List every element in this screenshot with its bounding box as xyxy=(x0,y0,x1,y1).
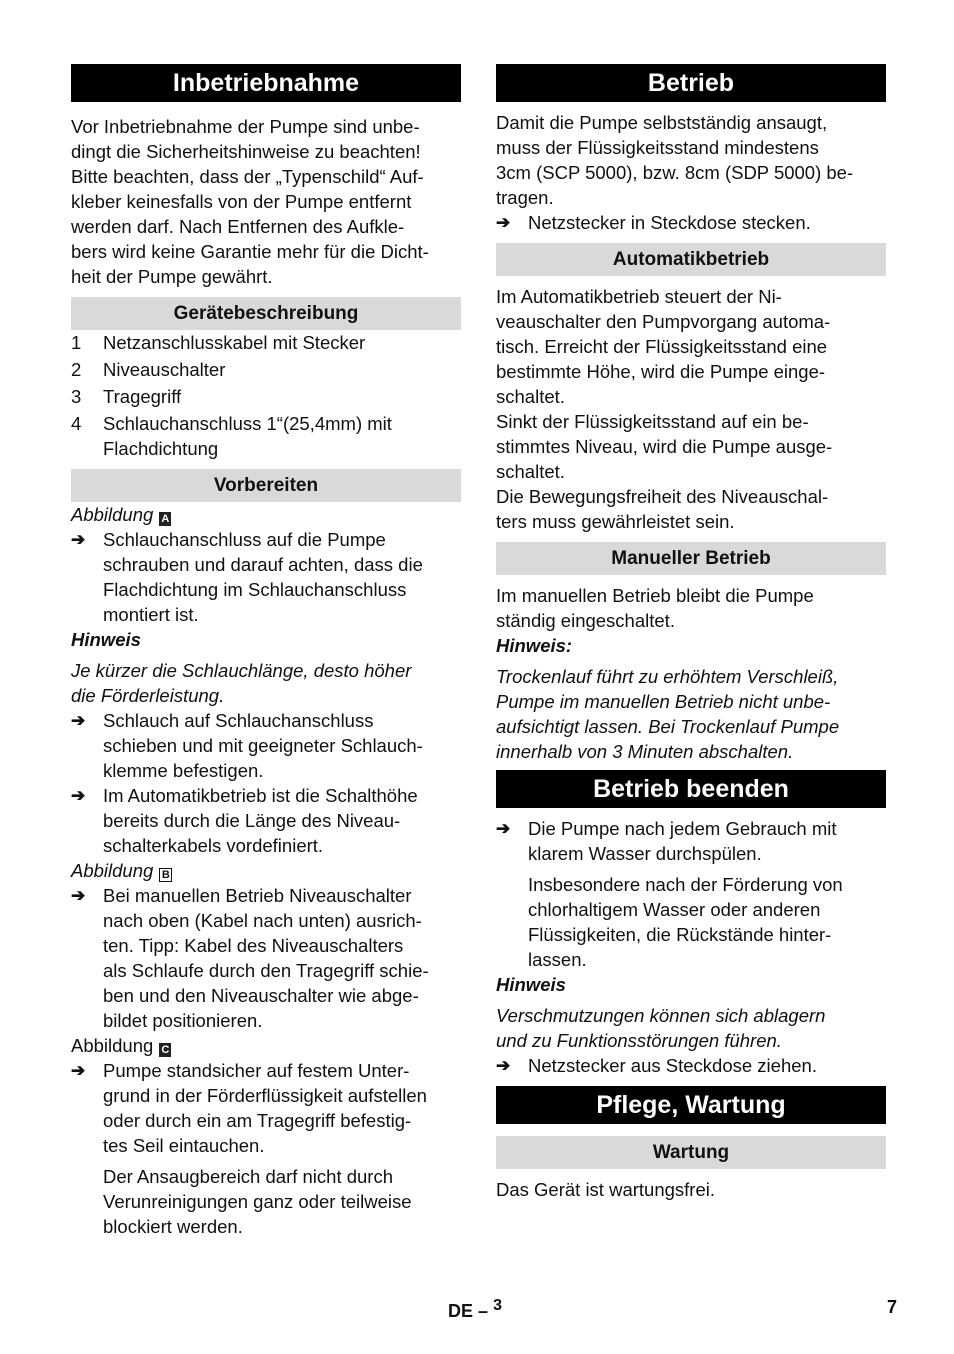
betrieb-text xyxy=(496,110,886,210)
text-line: schieben und mit geeigneter Schlauch- xyxy=(103,735,423,756)
arrow-right-icon: ➔ xyxy=(496,819,511,838)
instruction-step xyxy=(71,1058,461,1158)
item-text: Tragegriff xyxy=(103,386,182,407)
instruction-text xyxy=(103,1058,427,1158)
device-parts-list xyxy=(71,330,461,461)
text-line: oder durch ein am Tragegriff befestig- xyxy=(103,1110,412,1131)
note-title: Hinweis xyxy=(496,974,566,995)
footer-dash: – xyxy=(478,1301,489,1321)
text-line: werden darf. Nach Entfernen des Aufkle- xyxy=(71,216,405,237)
instruction-step xyxy=(71,708,461,783)
instruction-step xyxy=(71,883,461,1033)
instruction-step xyxy=(496,210,886,235)
subsection-title-manueller-betrieb: Manueller Betrieb xyxy=(496,542,886,575)
text-line: tisch. Erreicht der Flüssigkeitsstand eine xyxy=(496,336,828,357)
arrow-right-icon: ➔ xyxy=(71,886,86,905)
text-line: Die Pumpe nach jedem Gebrauch mit xyxy=(528,818,837,839)
figure-reference-b xyxy=(71,858,461,883)
text-line: bestimmte Höhe, wird die Pumpe einge- xyxy=(496,361,826,382)
text-line: schrauben und darauf achten, dass die xyxy=(103,554,423,575)
text-line: bereits durch die Länge des Niveau- xyxy=(103,810,401,831)
text-line: ständig eingeschaltet. xyxy=(496,610,675,631)
instruction-step xyxy=(496,1053,886,1078)
arrow-right-icon: ➔ xyxy=(71,786,86,805)
text-line: Schlauchanschluss auf die Pumpe xyxy=(103,529,386,550)
text-line: stimmtes Niveau, wird die Pumpe ausge- xyxy=(496,436,833,457)
text-line: montiert ist. xyxy=(103,604,199,625)
text-line: und zu Funktionsstörungen führen. xyxy=(496,1030,782,1051)
item-text: Niveauschalter xyxy=(103,359,226,380)
text-line: ben und den Niveauschalter wie abge- xyxy=(103,985,419,1006)
subsection-title-automatikbetrieb: Automatikbetrieb xyxy=(496,243,886,276)
left-column xyxy=(71,64,461,1239)
text-line: schaltet. xyxy=(496,386,565,407)
note-title: Hinweis: xyxy=(496,635,573,656)
inbetriebnahme-text xyxy=(71,114,461,289)
text-line: ters muss gewährleistet sein. xyxy=(496,511,735,532)
text-line: Sinkt der Flüssigkeitsstand auf ein be- xyxy=(496,411,809,432)
text-line: aufsichtigt lassen. Bei Trockenlauf Pumpe xyxy=(496,716,840,737)
text-line: tragen. xyxy=(496,187,554,208)
text-line: grund in der Förderflüssigkeit aufstellen xyxy=(103,1085,427,1106)
instruction-step xyxy=(71,783,461,858)
instruction-continuation xyxy=(496,872,886,972)
text-line: heit der Pumpe gewährt. xyxy=(71,266,273,287)
text-line: Schlauchanschluss 1“(25,4mm) mit xyxy=(103,413,392,434)
text-line: schalterkabels vordefiniert. xyxy=(103,835,324,856)
text-line: Flachdichtung im Schlauchanschluss xyxy=(103,579,407,600)
subsection-title-vorbereiten: Vorbereiten xyxy=(71,469,461,502)
text-line: schaltet. xyxy=(496,461,565,482)
section-title-betrieb-beenden: Betrieb beenden xyxy=(496,770,886,808)
text-line: klemme befestigen. xyxy=(103,760,264,781)
arrow-right-icon: ➔ xyxy=(71,1061,86,1080)
text-line: dingt die Sicherheitshinweise zu beachten! xyxy=(71,141,421,162)
subsection-title-geraetebeschreibung: Gerätebeschreibung xyxy=(71,297,461,330)
text-line: als Schlaufe durch den Tragegriff schie- xyxy=(103,960,429,981)
arrow-right-icon: ➔ xyxy=(496,1056,511,1075)
section-title-inbetriebnahme: Inbetriebnahme xyxy=(71,64,461,102)
right-column xyxy=(496,64,886,1202)
text-line: blockiert werden. xyxy=(103,1216,243,1237)
item-text: Netzanschlusskabel mit Stecker xyxy=(103,332,366,353)
note-text xyxy=(496,1003,886,1053)
instruction-step xyxy=(71,527,461,627)
item-text xyxy=(103,411,392,461)
list-item xyxy=(71,330,461,355)
text-line: Pumpe im manuellen Betrieb nicht unbe- xyxy=(496,691,831,712)
text-line: veauschalter den Pumpvorgang automa- xyxy=(496,311,831,332)
text-line: muss der Flüssigkeitsstand mindestens xyxy=(496,137,819,158)
figure-reference-a xyxy=(71,502,461,527)
text-line: Flachdichtung xyxy=(103,438,219,459)
note-text xyxy=(496,664,886,764)
figure-reference-c xyxy=(71,1033,461,1058)
instruction-text: Netzstecker aus Steckdose ziehen. xyxy=(528,1055,817,1076)
text-line: chlorhaltigem Wasser oder anderen xyxy=(528,899,821,920)
figure-label: Abbildung xyxy=(71,860,154,881)
text-line: Vor Inbetriebnahme der Pumpe sind unbe- xyxy=(71,116,420,137)
automatik-text xyxy=(496,284,886,534)
footer-section-marker xyxy=(448,1297,502,1322)
text-line: 3cm (SCP 5000), bzw. 8cm (SDP 5000) be- xyxy=(496,162,854,183)
note-title: Hinweis xyxy=(71,629,141,650)
instruction-step xyxy=(496,816,886,866)
section-title-betrieb: Betrieb xyxy=(496,64,886,102)
text-line: die Förderleistung. xyxy=(71,685,225,706)
text-line: Die Bewegungsfreiheit des Niveauschal- xyxy=(496,486,829,507)
instruction-text xyxy=(103,883,429,1033)
text-line: Insbesondere nach der Förderung von xyxy=(528,874,843,895)
item-number: 1 xyxy=(71,332,82,353)
instruction-text xyxy=(103,708,423,783)
figure-a-icon: A xyxy=(159,512,171,526)
instruction-text xyxy=(103,527,423,627)
text-line: Pumpe standsicher auf festem Unter- xyxy=(103,1060,410,1081)
footer-section-page: 3 xyxy=(493,1297,502,1314)
item-number: 2 xyxy=(71,359,82,380)
item-number: 3 xyxy=(71,386,82,407)
subsection-title-wartung: Wartung xyxy=(496,1136,886,1169)
list-item xyxy=(71,411,461,461)
text-line: Bei manuellen Betrieb Niveauschalter xyxy=(103,885,412,906)
manuell-text xyxy=(496,583,886,633)
text-line: Im Automatikbetrieb steuert der Ni- xyxy=(496,286,782,307)
text-line: Bitte beachten, dass der „Typenschild“ Auf- xyxy=(71,166,424,187)
arrow-right-icon: ➔ xyxy=(71,530,86,549)
text-line: Im Automatikbetrieb ist die Schalthöhe xyxy=(103,785,418,806)
item-number: 4 xyxy=(71,413,82,434)
text-line: Flüssigkeiten, die Rückstände hinter- xyxy=(528,924,832,945)
footer-language: DE xyxy=(448,1301,474,1321)
note-text xyxy=(71,658,461,708)
text-line: Verunreinigungen ganz oder teilweise xyxy=(103,1191,412,1212)
instruction-text xyxy=(528,816,836,866)
text-line: Schlauch auf Schlauchanschluss xyxy=(103,710,374,731)
text-line: Im manuellen Betrieb bleibt die Pumpe xyxy=(496,585,814,606)
text-line: klarem Wasser durchspülen. xyxy=(528,843,762,864)
list-item xyxy=(71,384,461,409)
text-line: kleber keinesfalls von der Pumpe entfernt xyxy=(71,191,412,212)
text-line: bildet positionieren. xyxy=(103,1010,263,1031)
instruction-text: Netzstecker in Steckdose stecken. xyxy=(528,212,811,233)
text-line: Der Ansaugbereich darf nicht durch xyxy=(103,1166,394,1187)
text-line: tes Seil eintauchen. xyxy=(103,1135,265,1156)
page-number: 7 xyxy=(887,1297,898,1317)
text-line: innerhalb von 3 Minuten abschalten. xyxy=(496,741,794,762)
text-line: ten. Tipp: Kabel des Niveauschalters xyxy=(103,935,404,956)
text-line: lassen. xyxy=(528,949,587,970)
text-line: Verschmutzungen können sich ablagern xyxy=(496,1005,826,1026)
figure-label: Abbildung xyxy=(71,504,154,525)
arrow-right-icon: ➔ xyxy=(71,711,86,730)
figure-c-icon: C xyxy=(159,1043,171,1057)
text-line: bers wird keine Garantie mehr für die Dicht- xyxy=(71,241,429,262)
figure-label: Abbildung xyxy=(71,1035,154,1056)
text-line: Trockenlauf führt zu erhöhtem Verschleiß, xyxy=(496,666,839,687)
arrow-right-icon: ➔ xyxy=(496,213,511,232)
text-line: Damit die Pumpe selbstständig ansaugt, xyxy=(496,112,828,133)
wartung-text: Das Gerät ist wartungsfrei. xyxy=(496,1179,715,1200)
list-item xyxy=(71,357,461,382)
section-title-pflege-wartung: Pflege, Wartung xyxy=(496,1086,886,1124)
text-line: nach oben (Kabel nach unten) ausrich- xyxy=(103,910,422,931)
text-line: Je kürzer die Schlauchlänge, desto höher xyxy=(71,660,412,681)
instruction-continuation xyxy=(71,1164,461,1239)
instruction-text xyxy=(103,783,418,858)
figure-b-icon: B xyxy=(159,868,172,882)
